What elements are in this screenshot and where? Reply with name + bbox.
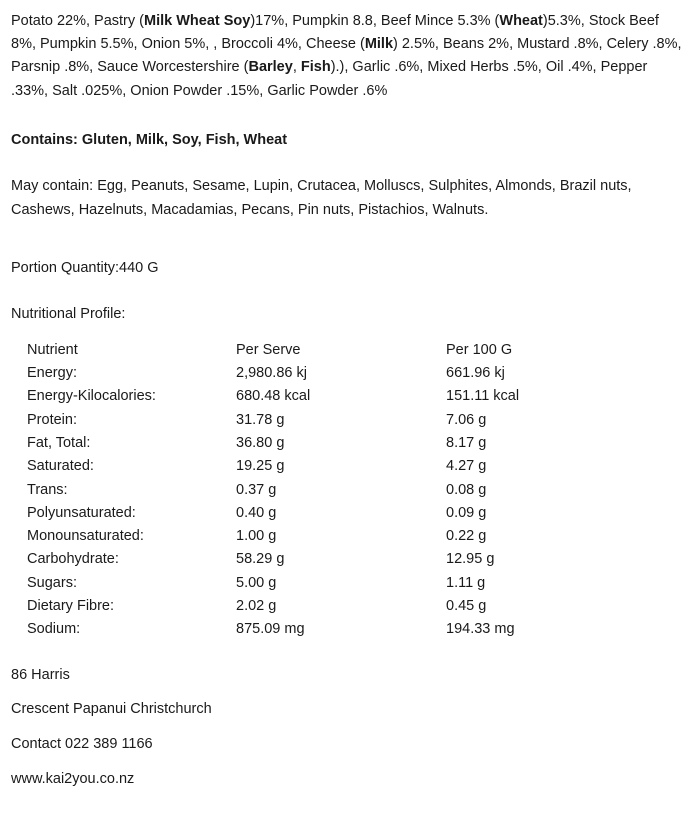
nutrition-header-row (27, 339, 519, 362)
per-100g-value: 1.11 g (446, 574, 486, 591)
nutrition-table (27, 339, 519, 642)
nutrient-name: Polyunsaturated: (27, 504, 136, 521)
per-serve-value: 680.48 kcal (236, 388, 311, 405)
header-per-serve: Per Serve (236, 341, 301, 358)
per-serve-value: 5.00 g (236, 574, 277, 591)
per-serve-value: 36.80 g (236, 435, 285, 451)
ingredients-text (11, 10, 685, 103)
nutrition-row (27, 525, 519, 548)
per-100g-value: 661.96 kj (446, 365, 505, 382)
per-100g-value: 4.27 g (446, 458, 487, 475)
allergen-highlight: Barley (248, 59, 293, 76)
nutrient-name: Fat, Total: (27, 435, 91, 451)
website-link[interactable]: www.kai2you.co.nz (11, 770, 135, 787)
nutrition-row (27, 385, 519, 408)
ingredient-text: )17%, Pumpkin 8.8, Beef Mince 5.3% ( (250, 13, 500, 29)
allergen-highlight: Wheat (499, 13, 543, 29)
per-100g-value: 8.17 g (446, 435, 487, 451)
nutritional-profile-title: Nutritional Profile: (11, 305, 126, 322)
portion-quantity: Portion Quantity:440 G (11, 259, 159, 276)
nutrient-name: Dietary Fibre: (27, 598, 115, 615)
header-per-100g: Per 100 G (446, 341, 513, 358)
nutrition-row (27, 409, 519, 432)
nutrient-name: Sodium: (27, 621, 81, 638)
ingredient-text: ) 2.5%, Beans 2%, Mustard .8%, Celery .8%, Parsnip .8%, Sauce Worcestershire ( (11, 36, 682, 76)
nutrition-row (27, 618, 519, 641)
per-100g-value: 194.33 mg (446, 621, 515, 638)
header-nutrient: Nutrient (27, 341, 78, 358)
per-100g-value: 0.45 g (446, 598, 487, 615)
nutrition-row (27, 595, 519, 618)
per-serve-value: 58.29 g (236, 551, 285, 568)
ingredient-text: ).), Garlic .6%, Mixed Herbs .5%, Oil .4%, Pepper .33%, Salt .025%, Onion Powder .15%, Garlic Powder .6% (11, 59, 648, 99)
nutrient-name: Saturated: (27, 458, 94, 475)
address-line-1: 86 Harris (11, 666, 70, 683)
nutrient-name: Sugars: (27, 574, 77, 591)
ingredient-text: )5.3%, Stock Beef 8%, Pumpkin 5.5%, Onion 5%, , Broccoli 4%, Cheese ( (11, 13, 659, 53)
allergen-highlight: Milk (364, 36, 394, 53)
per-serve-value: 0.37 g (236, 481, 277, 498)
may-contain-text: May contain: Egg, Peanuts, Sesame, Lupin, Crutacea, Molluscs, Sulphites, Almonds, Brazil nuts, Cashews, Hazelnuts, Macadamias, Pecans, Pin nuts, Pistachios, Walnuts. (11, 177, 632, 218)
per-serve-value: 2,980.86 kj (236, 365, 307, 382)
allergen-contains: Contains: Gluten, Milk, Soy, Fish, Wheat (11, 131, 288, 148)
nutrition-row (27, 502, 519, 525)
allergen-highlight: Fish (300, 59, 331, 76)
nutrition-row (27, 362, 519, 385)
per-serve-value: 31.78 g (236, 411, 285, 428)
per-serve-value: 19.25 g (236, 458, 285, 475)
contact-phone: Contact 022 389 1166 (11, 735, 153, 752)
per-serve-value: 1.00 g (236, 528, 277, 545)
nutrition-row (27, 432, 519, 455)
per-serve-value: 2.02 g (236, 598, 277, 615)
per-100g-value: 0.22 g (446, 528, 487, 545)
ingredient-text: , (292, 59, 301, 76)
per-100g-value: 12.95 g (446, 551, 495, 568)
nutrient-name: Energy-Kilocalories: (27, 388, 156, 405)
per-100g-value: 0.08 g (446, 481, 487, 498)
per-100g-value: 151.11 kcal (446, 388, 520, 405)
nutrient-name: Carbohydrate: (27, 551, 119, 568)
nutrient-name: Monounsaturated: (27, 528, 144, 545)
nutrient-name: Protein: (27, 411, 77, 428)
nutrition-row (27, 455, 519, 478)
address-line-2: Crescent Papanui Christchurch (11, 700, 212, 717)
per-100g-value: 0.09 g (446, 504, 487, 521)
ingredient-text: Potato 22%, Pastry ( (11, 13, 144, 29)
nutrient-name: Energy: (27, 365, 77, 382)
allergen-highlight: Milk Wheat Soy (143, 13, 251, 29)
nutrition-row (27, 479, 519, 502)
per-serve-value: 875.09 mg (236, 621, 305, 638)
nutrition-row (27, 548, 519, 571)
nutrition-row (27, 572, 519, 595)
nutrient-name: Trans: (27, 481, 68, 498)
per-serve-value: 0.40 g (236, 504, 277, 521)
per-100g-value: 7.06 g (446, 411, 487, 428)
